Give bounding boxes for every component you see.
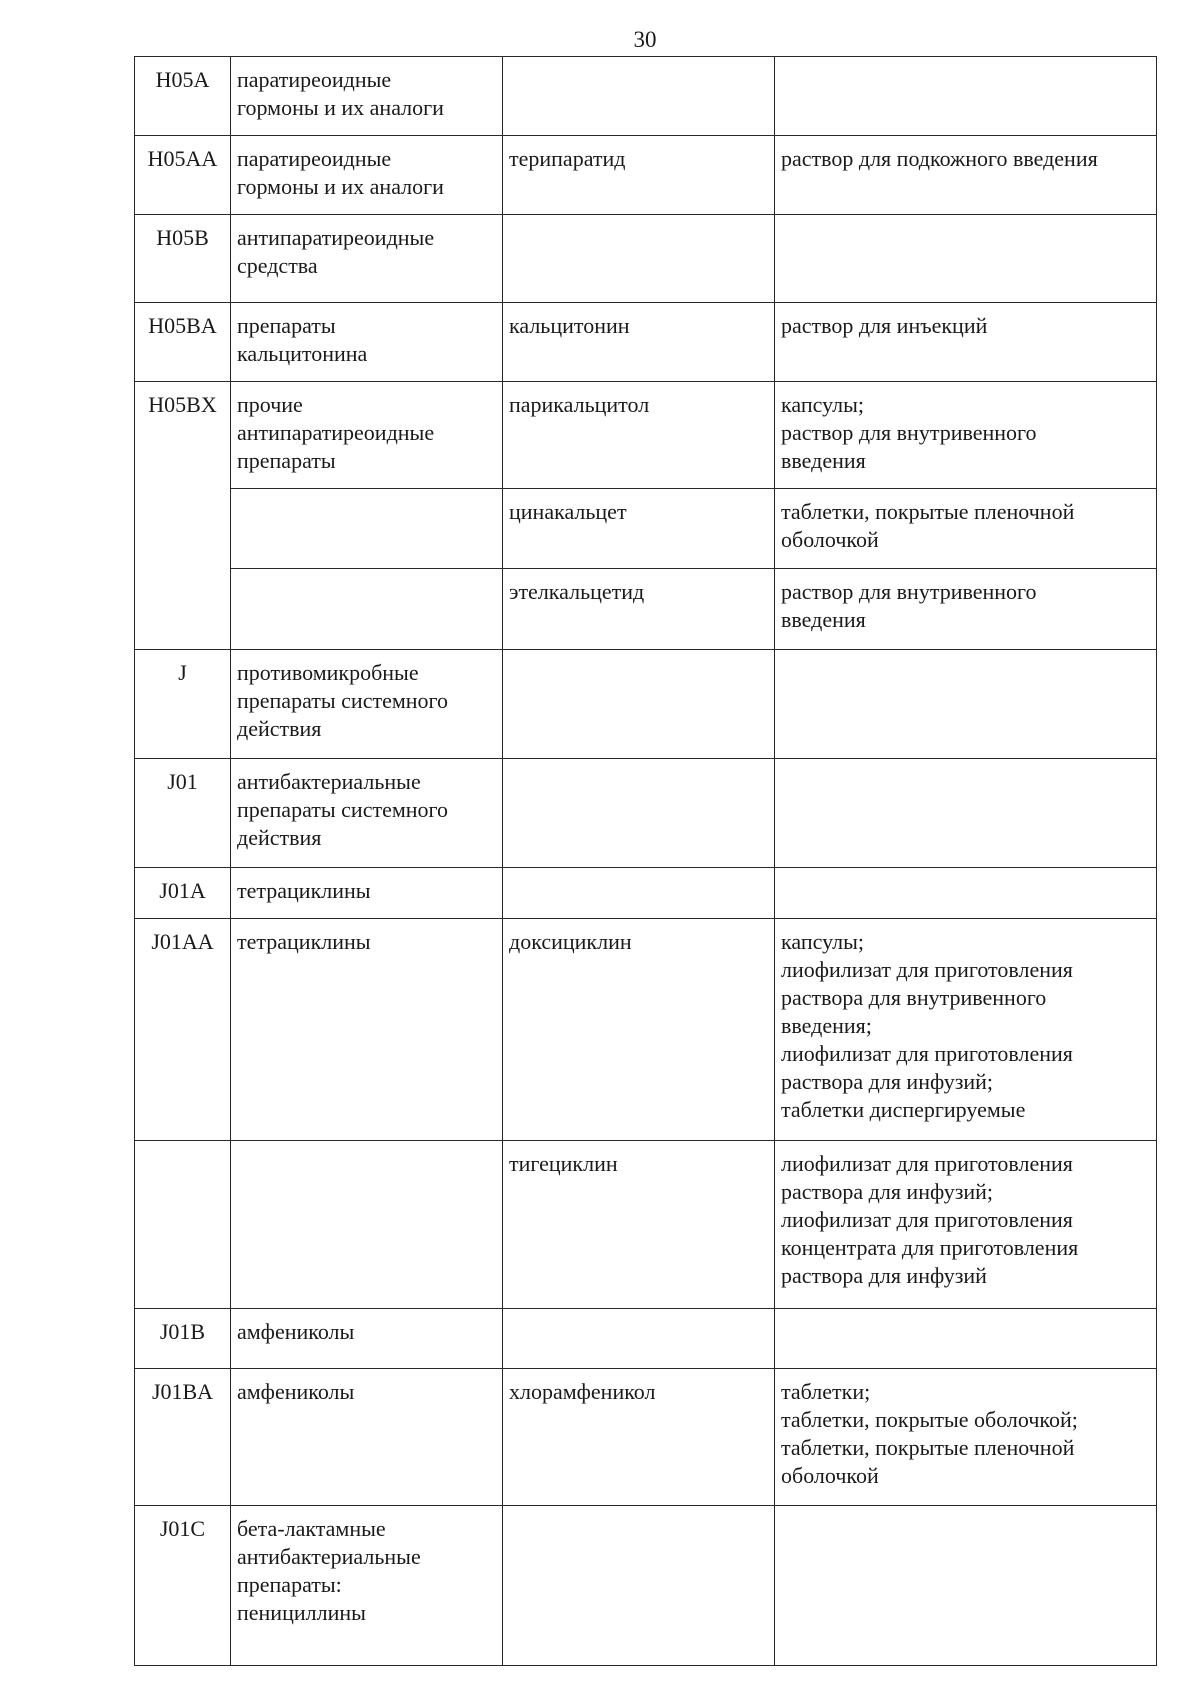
dosage-form-line: раствор для внутривенного — [781, 420, 1037, 445]
group-name-line: тетрациклины — [237, 929, 371, 954]
atc-code-cell — [135, 1369, 231, 1506]
anatomical-group-cell — [231, 136, 503, 215]
anatomical-group-cell — [231, 1369, 503, 1506]
group-name-line: амфениколы — [237, 1379, 355, 1404]
anatomical-group-cell — [231, 868, 503, 919]
substance-cell — [503, 1309, 775, 1369]
group-name-line: средства — [237, 253, 318, 278]
atc-code-cell — [135, 759, 231, 868]
substance-name: хлорамфеникол — [509, 1379, 656, 1404]
substance-cell — [503, 303, 775, 382]
substance-cell — [503, 215, 775, 303]
dosage-forms-cell — [775, 868, 1157, 919]
atc-code-cell — [135, 57, 231, 136]
anatomical-group-cell — [231, 650, 503, 759]
anatomical-group-cell — [231, 569, 503, 650]
dosage-form-line: таблетки, покрытые пленочной — [781, 499, 1075, 524]
group-name-line: действия — [237, 716, 322, 741]
substance-cell — [503, 489, 775, 569]
atc-code-cell — [135, 1309, 231, 1369]
dosage-form-line: лиофилизат для приготовления — [781, 1041, 1073, 1066]
group-name-line: антипаратиреоидные — [237, 225, 435, 250]
anatomical-group-cell — [231, 919, 503, 1141]
atc-code: J01C — [159, 1516, 206, 1541]
dosage-form-line: раствора для инфузий; — [781, 1069, 994, 1094]
group-name-line: пенициллины — [237, 1600, 366, 1625]
atc-code: J01B — [159, 1319, 206, 1344]
group-name-line: амфениколы — [237, 1319, 355, 1344]
substance-cell — [503, 1506, 775, 1666]
atc-code-cell — [135, 1506, 231, 1666]
group-name-line: гормоны и их аналоги — [237, 174, 444, 199]
atc-code-cell — [135, 650, 231, 759]
atc-code-cell — [135, 215, 231, 303]
substance-name: тигециклин — [509, 1151, 618, 1176]
dosage-forms-cell — [775, 1506, 1157, 1666]
dosage-forms-cell — [775, 57, 1157, 136]
dosage-forms-cell — [775, 1369, 1157, 1506]
dosage-form-line: оболочкой — [781, 527, 879, 552]
atc-code-cell — [135, 303, 231, 382]
atc-code-cell — [135, 1141, 231, 1309]
dosage-form-line: лиофилизат для приготовления — [781, 1207, 1073, 1232]
substance-name: терипаратид — [509, 146, 626, 171]
substance-cell — [503, 382, 775, 489]
dosage-form-line: капсулы; — [781, 392, 864, 417]
table-row — [135, 1141, 1157, 1309]
dosage-forms-cell — [775, 136, 1157, 215]
atc-code: J01A — [159, 878, 206, 903]
group-name-line: препараты системного — [237, 688, 449, 713]
dosage-form-line: таблетки, покрытые оболочкой; — [781, 1407, 1078, 1432]
dosage-form-line: раствора для инфузий; — [781, 1179, 994, 1204]
group-name-line: паратиреоидные — [237, 67, 392, 92]
table-row — [135, 569, 1157, 650]
dosage-forms-cell — [775, 215, 1157, 303]
table-row — [135, 136, 1157, 215]
substance-name: доксициклин — [509, 929, 632, 954]
anatomical-group-cell — [231, 382, 503, 489]
group-name-line: бета-лактамные — [237, 1516, 386, 1541]
group-name-line: тетрациклины — [237, 878, 371, 903]
dosage-form-line: введения — [781, 607, 866, 632]
atc-code-cell — [135, 382, 231, 650]
dosage-form-line: раствора для внутривенного — [781, 985, 1047, 1010]
dosage-forms-cell — [775, 1141, 1157, 1309]
dosage-form-line: таблетки, покрытые пленочной — [781, 1435, 1075, 1460]
substance-cell — [503, 759, 775, 868]
dosage-forms-cell — [775, 303, 1157, 382]
group-name-line: антибактериальные — [237, 1544, 421, 1569]
dosage-forms-cell — [775, 1309, 1157, 1369]
substance-cell — [503, 1369, 775, 1506]
table-row — [135, 868, 1157, 919]
substance-cell — [503, 569, 775, 650]
dosage-forms-cell — [775, 489, 1157, 569]
atc-code: J01 — [167, 769, 198, 794]
dosage-forms-cell — [775, 569, 1157, 650]
dosage-forms-cell — [775, 650, 1157, 759]
substance-cell — [503, 136, 775, 215]
substance-name: этелкальцетид — [509, 579, 645, 604]
group-name-line: кальцитонина — [237, 341, 368, 366]
dosage-form-line: таблетки диспергируемые — [781, 1097, 1026, 1122]
table-row — [135, 919, 1157, 1141]
drug-classification-table — [134, 56, 1157, 1666]
dosage-form-line: введения; — [781, 1013, 872, 1038]
substance-cell — [503, 650, 775, 759]
group-name-line: антибактериальные — [237, 769, 421, 794]
atc-code: J01BA — [151, 1379, 214, 1404]
dosage-forms-cell — [775, 919, 1157, 1141]
substance-name: парикальцитол — [509, 392, 650, 417]
atc-code: H05B — [156, 225, 209, 250]
table-row — [135, 759, 1157, 868]
dosage-form-line: введения — [781, 448, 866, 473]
table-row — [135, 1369, 1157, 1506]
dosage-form-line: лиофилизат для приготовления — [781, 957, 1073, 982]
atc-code: H05AA — [147, 146, 218, 171]
substance-cell — [503, 919, 775, 1141]
atc-code: H05A — [155, 67, 210, 92]
atc-code-cell — [135, 868, 231, 919]
substance-name: цинакальцет — [509, 499, 627, 524]
dosage-form-line: раствор для внутривенного — [781, 579, 1037, 604]
substance-cell — [503, 1141, 775, 1309]
group-name-line: паратиреоидные — [237, 146, 392, 171]
dosage-form-line: раствор для подкожного введения — [781, 146, 1098, 171]
group-name-line: противомикробные — [237, 660, 419, 685]
atc-code: H05BA — [148, 313, 217, 338]
dosage-form-line: таблетки; — [781, 1379, 871, 1404]
anatomical-group-cell — [231, 759, 503, 868]
table-row — [135, 215, 1157, 303]
substance-cell — [503, 868, 775, 919]
table-row — [135, 1506, 1157, 1666]
dosage-form-line: концентрата для приготовления — [781, 1235, 1079, 1260]
atc-code: J01AA — [151, 929, 214, 954]
group-name-line: препараты — [237, 313, 336, 338]
anatomical-group-cell — [231, 215, 503, 303]
group-name-line: препараты: — [237, 1572, 342, 1597]
anatomical-group-cell — [231, 489, 503, 569]
atc-code-cell — [135, 136, 231, 215]
group-name-line: антипаратиреоидные — [237, 420, 435, 445]
substance-cell — [503, 57, 775, 136]
dosage-forms-cell — [775, 759, 1157, 868]
page-number: 30 — [633, 27, 657, 52]
dosage-form-line: капсулы; — [781, 929, 864, 954]
table-row — [135, 1309, 1157, 1369]
group-name-line: препараты — [237, 448, 336, 473]
table-row — [135, 303, 1157, 382]
group-name-line: гормоны и их аналоги — [237, 95, 444, 120]
group-name-line: препараты системного — [237, 797, 449, 822]
anatomical-group-cell — [231, 303, 503, 382]
table-row — [135, 650, 1157, 759]
table-body — [135, 57, 1157, 1666]
table-row — [135, 489, 1157, 569]
substance-name: кальцитонин — [509, 313, 630, 338]
atc-code-cell — [135, 919, 231, 1141]
dosage-form-line: раствора для инфузий — [781, 1263, 987, 1288]
group-name-line: прочие — [237, 392, 303, 417]
anatomical-group-cell — [231, 1141, 503, 1309]
group-name-line: действия — [237, 825, 322, 850]
anatomical-group-cell — [231, 57, 503, 136]
anatomical-group-cell — [231, 1506, 503, 1666]
table-row — [135, 57, 1157, 136]
anatomical-group-cell — [231, 1309, 503, 1369]
dosage-form-line: оболочкой — [781, 1463, 879, 1488]
atc-code: J — [178, 660, 187, 685]
atc-code: H05BX — [148, 392, 217, 417]
dosage-form-line: раствор для инъекций — [781, 313, 988, 338]
table-row — [135, 382, 1157, 489]
dosage-forms-cell — [775, 382, 1157, 489]
dosage-form-line: лиофилизат для приготовления — [781, 1151, 1073, 1176]
